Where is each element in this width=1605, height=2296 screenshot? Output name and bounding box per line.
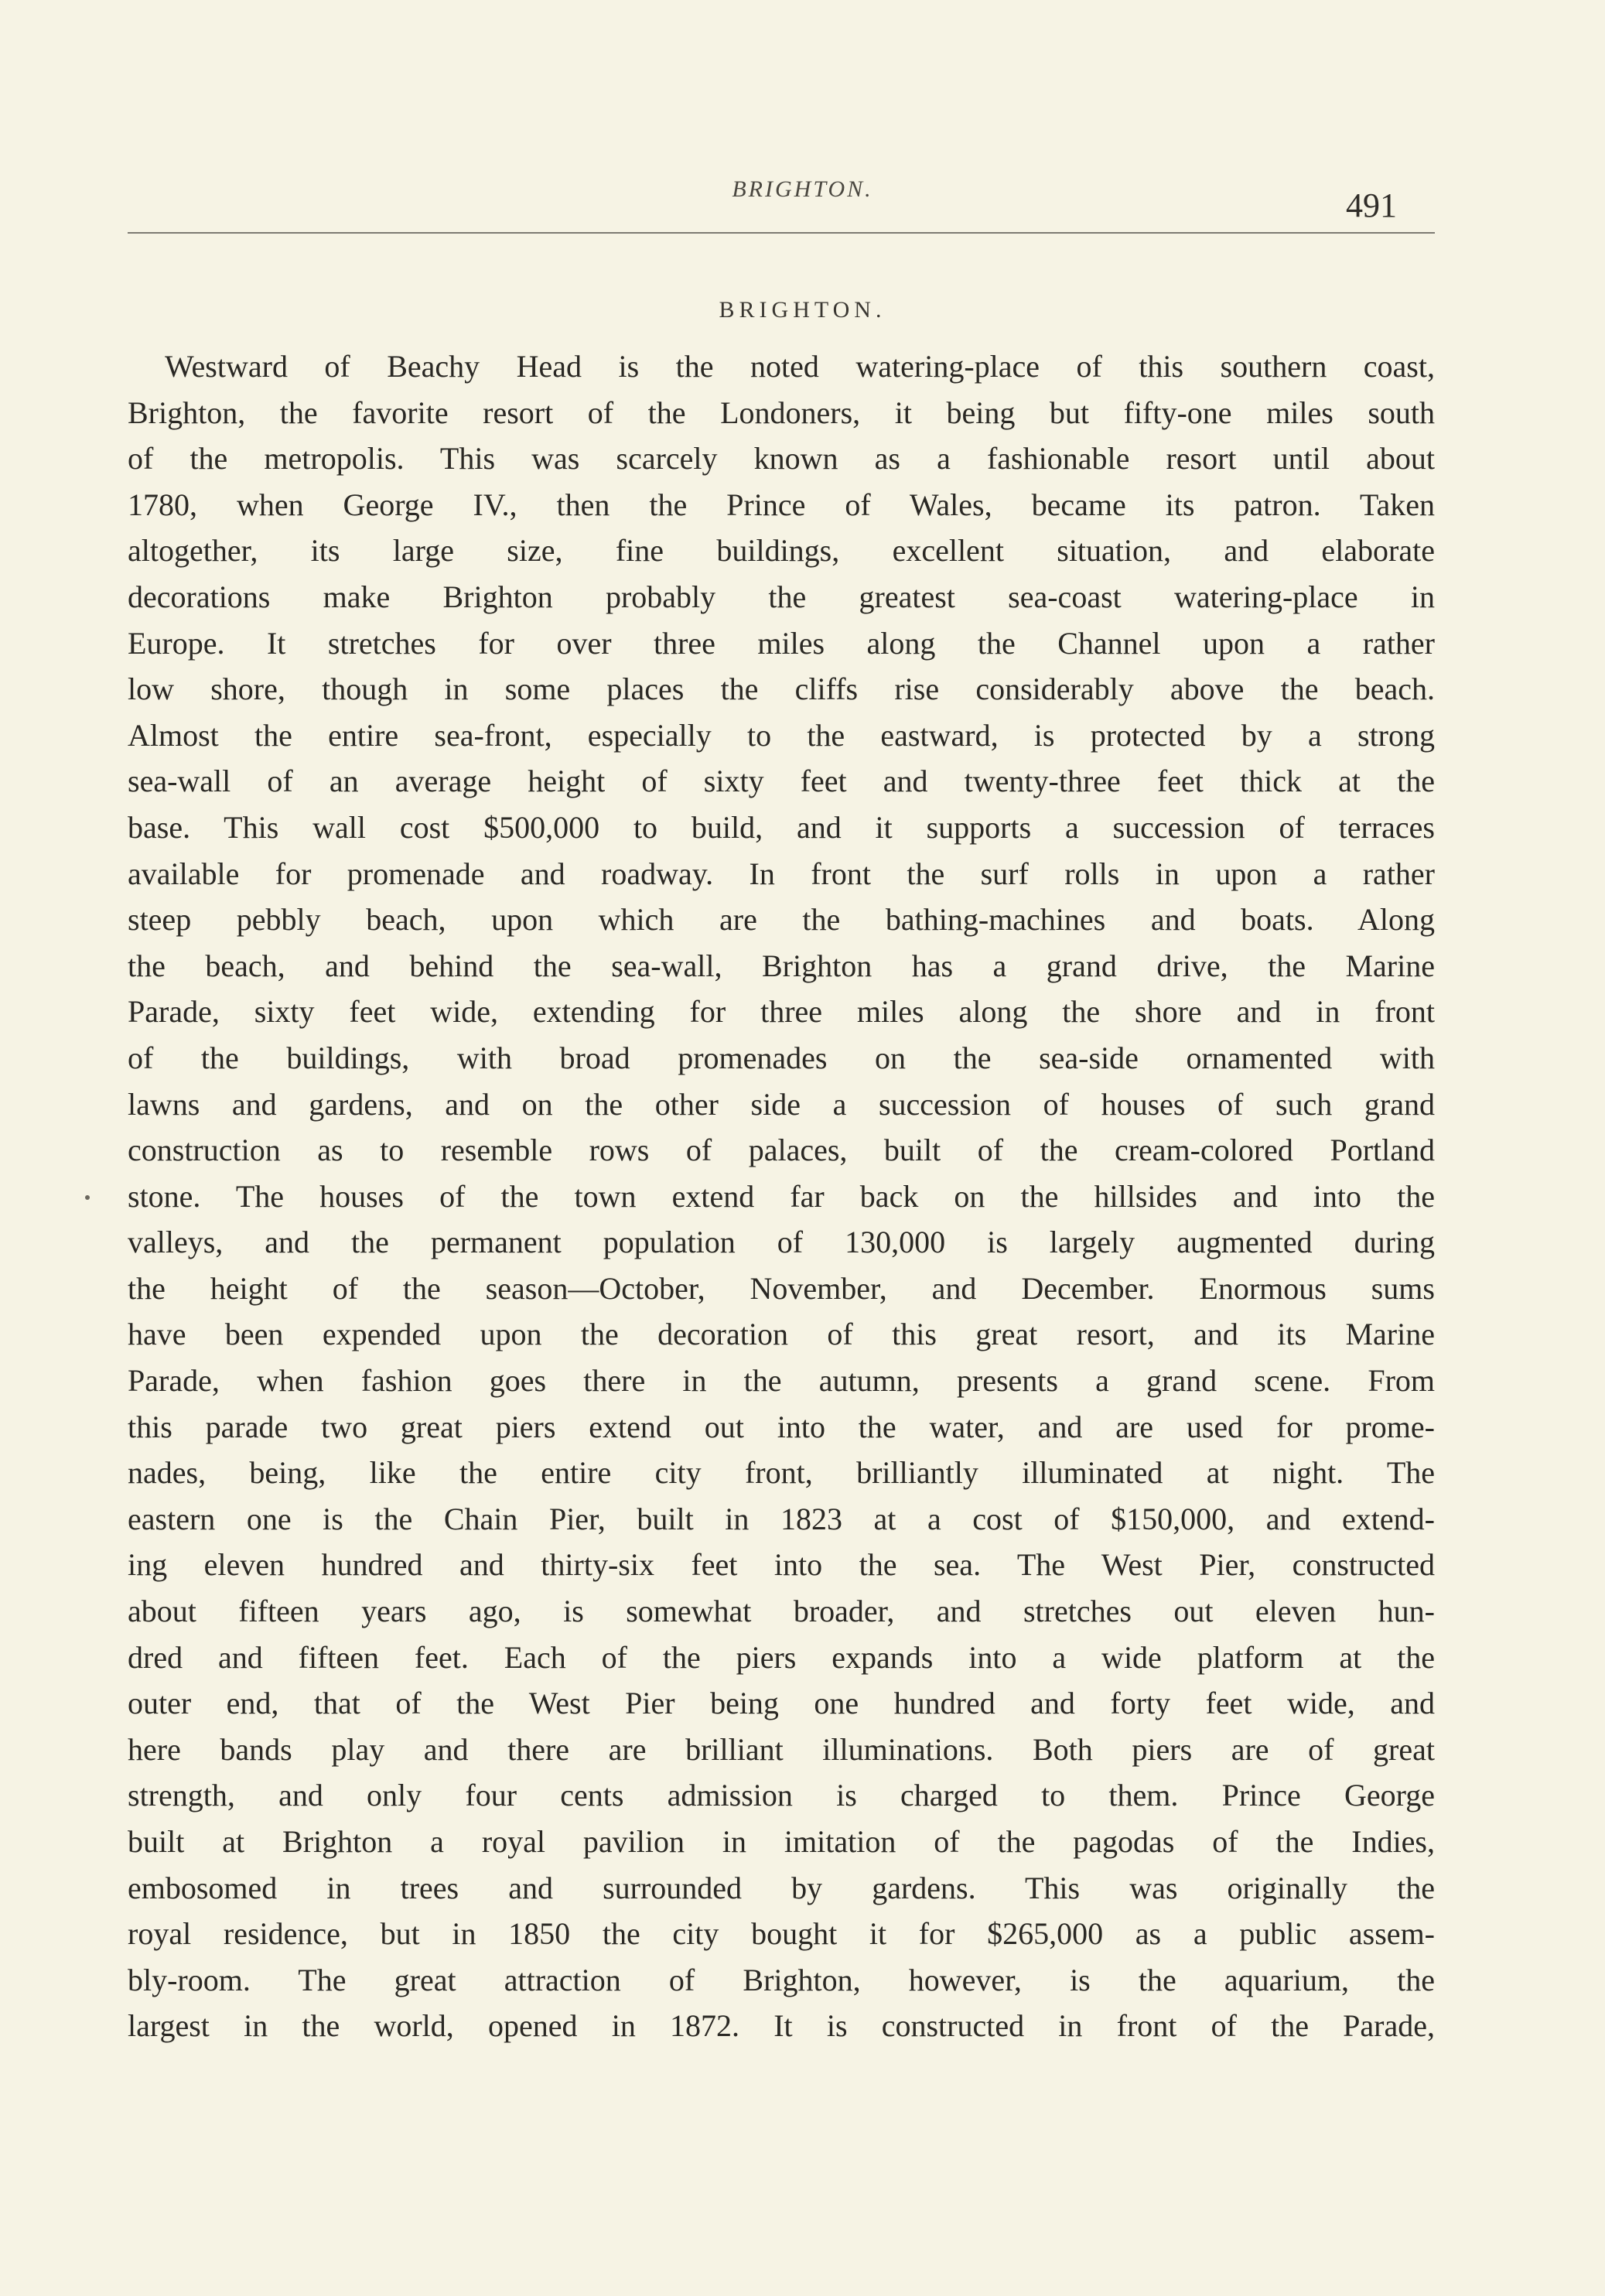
text-line: Parade, sixty feet wide, extending for three miles along the shore and in front xyxy=(128,994,1435,1030)
text-line: built at Brighton a royal pavilion in imitation of the pagodas of the Indies, xyxy=(128,1824,1435,1859)
text-line: about fifteen years ago, is somewhat broader, and stretches out eleven hun- xyxy=(128,1594,1435,1629)
text-line: Brighton, the favorite resort of the Londoners, it being but fifty-one miles south xyxy=(128,395,1435,430)
section-title: BRIGHTON. xyxy=(719,297,886,323)
text-line: steep pebbly beach, upon which are the bathing-machines and boats. Along xyxy=(128,902,1435,938)
text-line: this parade two great piers extend out into the water, and are used for prome- xyxy=(128,1409,1435,1444)
text-line: low shore, though in some places the cliffs rise considerably above the beach. xyxy=(128,671,1435,707)
text-line: stone. The houses of the town extend far back on the hillsides and into the xyxy=(128,1178,1435,1214)
text-line: the beach, and behind the sea-wall, Brighton has a grand drive, the Marine xyxy=(128,948,1435,983)
text-line: have been expended upon the decoration of this great resort, and its Marine xyxy=(128,1317,1435,1352)
text-line: the height of the season—October, November, and December. Enormous sums xyxy=(128,1270,1435,1306)
text-line: Westward of Beachy Head is the noted watering-place of this southern coast, xyxy=(165,349,1435,384)
text-line: 1780, when George IV., then the Prince of Wales, became its patron. Taken xyxy=(128,487,1435,522)
text-line: available for promenade and roadway. In front the surf rolls in upon a rather xyxy=(128,856,1435,891)
text-line: strength, and only four cents admission is charged to them. Prince George xyxy=(128,1778,1435,1813)
page-number: 491 xyxy=(1346,186,1397,224)
text-line: outer end, that of the West Pier being one hundred and forty feet wide, and xyxy=(128,1686,1435,1721)
text-line: bly-room. The great attraction of Brighton, however, is the aquarium, the xyxy=(128,1962,1435,1997)
text-line: decorations make Brighton probably the greatest sea-coast watering-place in xyxy=(128,579,1435,614)
text-line: construction as to resemble rows of palaces, built of the cream-colored Portland xyxy=(128,1133,1435,1168)
text-line: here bands play and there are brilliant illuminations. Both piers are of great xyxy=(128,1731,1435,1767)
text-line: sea-wall of an average height of sixty feet and twenty-three feet thick at the xyxy=(128,764,1435,799)
text-line: of the buildings, with broad promenades on the sea-side ornamented with xyxy=(128,1040,1435,1075)
text-line: lawns and gardens, and on the other side a succession of houses of such grand xyxy=(128,1086,1435,1122)
text-line: of the metropolis. This was scarcely known as a fashionable resort until about xyxy=(128,441,1435,477)
text-line: nades, being, like the entire city front, brilliantly illuminated at night. The xyxy=(128,1455,1435,1491)
text-line: embosomed in trees and surrounded by gardens. This was originally the xyxy=(128,1870,1435,1905)
text-line: ing eleven hundred and thirty-six feet into the sea. The West Pier, constructed xyxy=(128,1547,1435,1583)
text-line: base. This wall cost $500,000 to build, and it supports a succession of terraces xyxy=(128,809,1435,845)
header-rule xyxy=(128,232,1435,234)
text-line: royal residence, but in 1850 the city bought it for $265,000 as a public assem- xyxy=(128,1916,1435,1952)
text-line: dred and fifteen feet. Each of the piers expands into a wide platform at the xyxy=(128,1639,1435,1675)
text-line: altogether, its large size, fine buildings, excellent situation, and elaborate xyxy=(128,533,1435,569)
text-line: Parade, when fashion goes there in the autumn, presents a grand scene. From xyxy=(128,1363,1435,1399)
running-head: BRIGHTON. xyxy=(732,176,873,202)
text-line: largest in the world, opened in 1872. It is constructed in front of the Parade, xyxy=(128,2008,1435,2044)
text-line: Almost the entire sea-front, especially to the eastward, is protected by a strong xyxy=(128,717,1435,753)
body-text xyxy=(128,343,1435,2049)
text-line: Europe. It stretches for over three miles along the Channel upon a rather xyxy=(128,625,1435,661)
text-line: valleys, and the permanent population of 130,000 is largely augmented during xyxy=(128,1225,1435,1260)
paper-speck xyxy=(85,1195,90,1200)
text-line: eastern one is the Chain Pier, built in 1823 at a cost of $150,000, and extend- xyxy=(128,1501,1435,1536)
